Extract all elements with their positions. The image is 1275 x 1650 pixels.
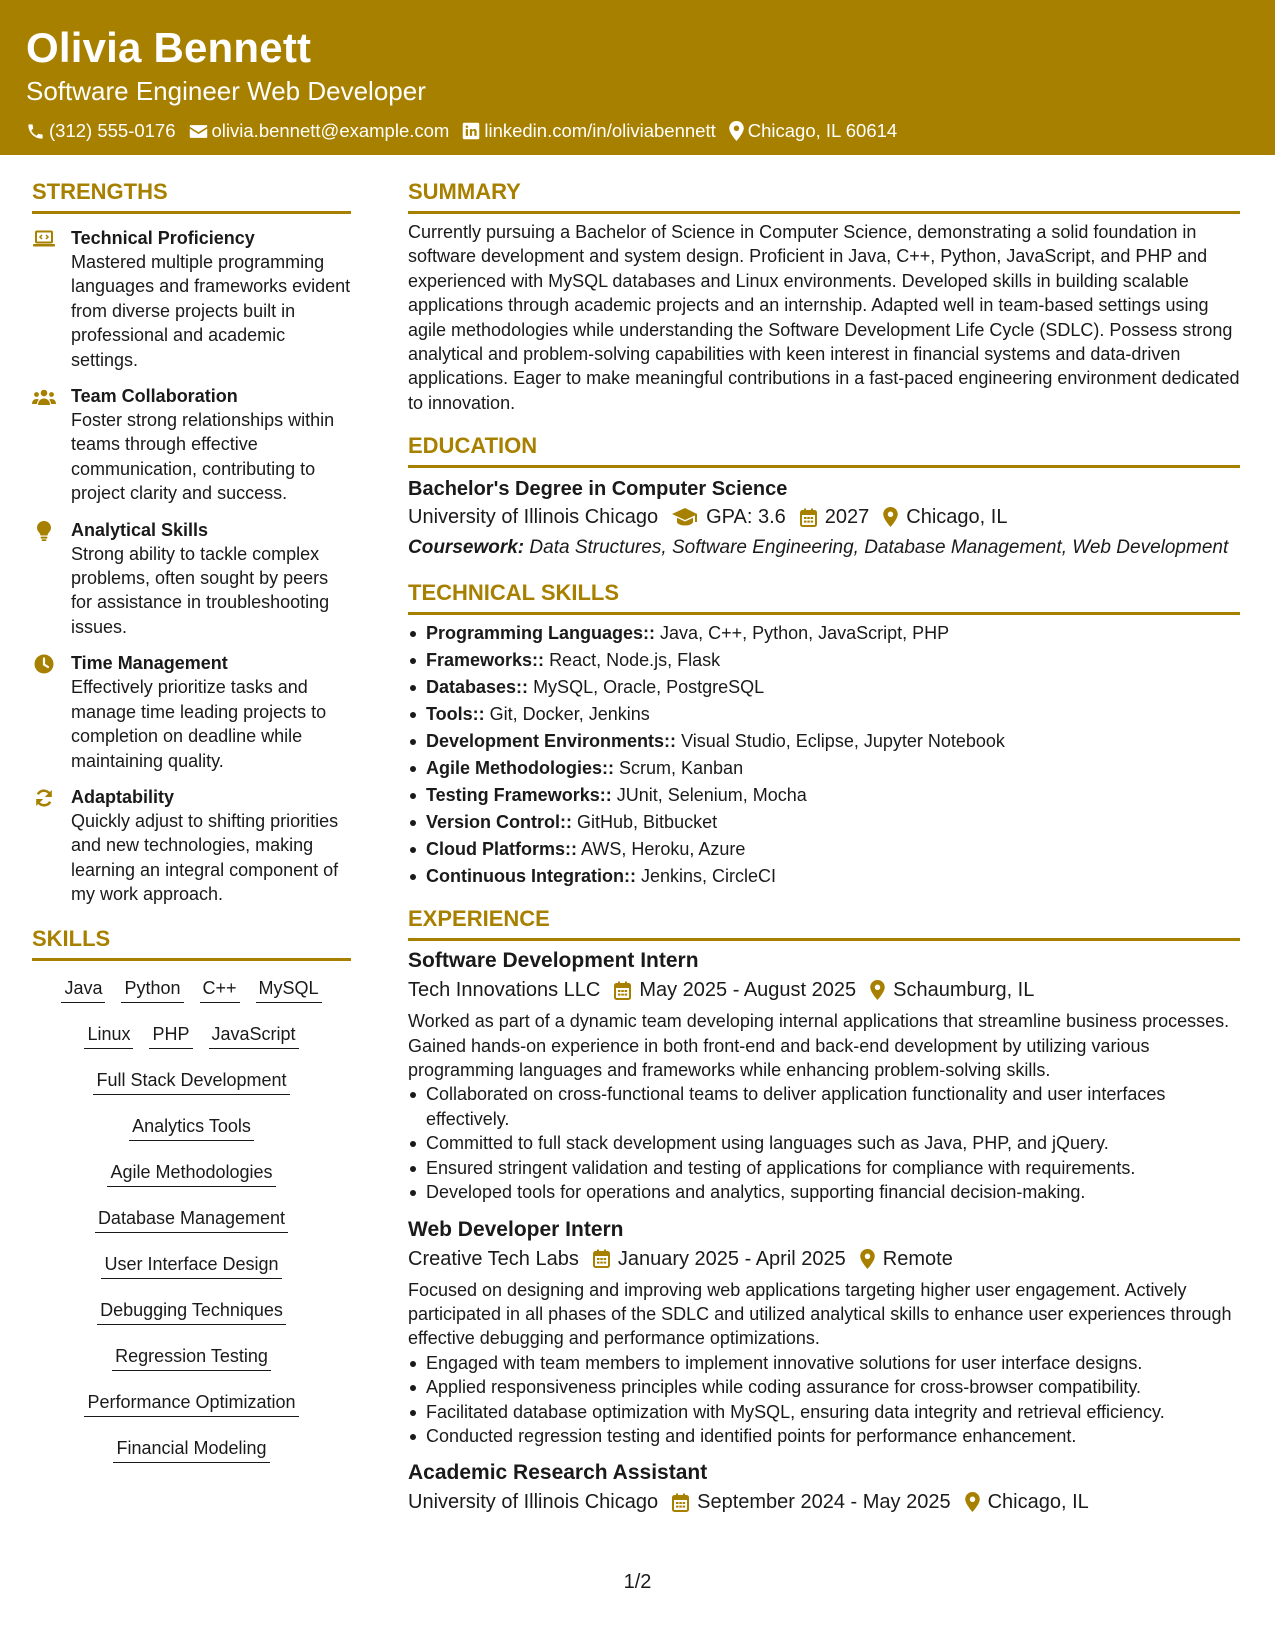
skill-tag: User Interface Design (101, 1253, 281, 1279)
technical-skills-section (408, 578, 1240, 890)
phone-icon (26, 122, 45, 141)
skill-tag: Analytics Tools (129, 1115, 254, 1141)
skill-tag: Database Management (95, 1207, 288, 1233)
strength-item (32, 384, 351, 506)
strength-description: Foster strong relationships within teams through effective communication, contributing to project clarity and success. (71, 410, 335, 504)
job-dates: May 2025 - August 2025 (639, 979, 857, 1002)
skill-category: Cloud Platforms:: (426, 839, 577, 860)
gpa-text: GPA: 3.6 (706, 506, 786, 529)
map-marker-icon (883, 507, 898, 527)
lightbulb-icon (32, 520, 56, 542)
list-item (408, 701, 1240, 728)
strength-item (32, 651, 351, 773)
job-meta (408, 1244, 1240, 1274)
strength-item (32, 226, 351, 372)
email-text: olivia.bennett@example.com (211, 120, 450, 141)
resume-header (0, 0, 1275, 155)
coursework-list: Data Structures, Software Engineering, Database Management, Web Development (529, 537, 1229, 559)
envelope-icon (189, 123, 208, 140)
section-divider (32, 211, 351, 214)
graduation-year: 2027 (824, 506, 870, 529)
skill-tag: Python (121, 977, 183, 1003)
strength-item (32, 785, 351, 907)
list-item (408, 620, 1240, 647)
calendar-icon (672, 1493, 689, 1512)
strength-title: Analytical Skills (71, 519, 209, 540)
list-item: Developed tools for operations and analytics, supporting financial decision-making. (408, 1180, 1240, 1204)
skills-heading: SKILLS (32, 925, 111, 951)
list-item: Conducted regression testing and identified points for performance enhancement. (408, 1424, 1240, 1448)
section-divider (408, 938, 1240, 941)
contact-location (729, 119, 897, 143)
skill-tag: Full Stack Development (93, 1069, 289, 1095)
education-meta (408, 502, 1240, 532)
job-title: Software Development Intern (408, 949, 699, 973)
list-item (408, 674, 1240, 701)
skill-values: Java, C++, Python, JavaScript, PHP (660, 623, 950, 644)
skill-category: Development Environments:: (426, 731, 677, 752)
strength-description: Quickly adjust to shifting priorities and new technologies, making learning an integral component of my work approach. (71, 810, 339, 905)
coursework-label: Coursework: (408, 537, 525, 559)
skill-category: Agile Methodologies:: (426, 758, 614, 779)
skill-tag: Java (61, 977, 105, 1003)
skill-tag: Linux (84, 1023, 133, 1049)
list-item (408, 647, 1240, 674)
contact-phone[interactable] (26, 119, 176, 143)
skill-values: JUnit, Selenium, Mocha (616, 785, 807, 806)
skill-category: Tools:: (426, 704, 485, 725)
education-heading: EDUCATION (408, 433, 538, 459)
laptop-code-icon (32, 228, 56, 250)
school-name: University of Illinois Chicago (408, 506, 659, 529)
strength-description: Strong ability to tackle complex problems, often sought by peers for assistance in troubleshooting issues. (71, 543, 330, 637)
job-location: Schaumburg, IL (893, 979, 1035, 1002)
skill-tag: PHP (149, 1023, 192, 1049)
skill-values: Git, Docker, Jenkins (489, 704, 650, 725)
summary-section (408, 177, 1240, 415)
summary-heading: SUMMARY (408, 179, 521, 204)
section-divider (32, 958, 351, 961)
experience-heading: EXPERIENCE (408, 906, 550, 932)
company-name: University of Illinois Chicago (408, 1491, 659, 1514)
list-item: Ensured stringent validation and testing of applications for compliance with requirements. (408, 1156, 1240, 1180)
strength-title: Adaptability (71, 786, 175, 807)
job-title: Academic Research Assistant (408, 1461, 708, 1485)
linkedin-text: linkedin.com/in/oliviabennett (484, 120, 716, 141)
skill-values: React, Node.js, Flask (549, 650, 721, 671)
map-marker-icon (965, 1492, 980, 1512)
sync-icon (32, 787, 56, 809)
map-marker-icon (870, 980, 885, 1000)
skill-category: Testing Frameworks:: (426, 785, 612, 806)
graduation-cap-icon (672, 508, 698, 526)
skill-tag: Agile Methodologies (107, 1161, 275, 1187)
list-item (408, 782, 1240, 809)
job-meta (408, 975, 1240, 1005)
list-item: Engaged with team members to implement innovative solutions for user interface designs. (408, 1351, 1240, 1375)
strength-description: Mastered multiple programming languages and frameworks evident from diverse projects built in professional and academic settings. (71, 252, 351, 370)
skill-values: MySQL, Oracle, PostgreSQL (533, 677, 765, 698)
calendar-icon (800, 508, 817, 527)
skill-tag: Financial Modeling (113, 1437, 269, 1463)
strength-item (32, 518, 351, 640)
skill-values: GitHub, Bitbucket (577, 812, 718, 833)
left-column (32, 177, 351, 1483)
list-item (408, 728, 1240, 755)
strength-title: Time Management (71, 653, 228, 674)
list-item: Facilitated database optimization with MySQL, ensuring data integrity and retrieval efficiency. (408, 1400, 1240, 1424)
job-entry (408, 1216, 1240, 1449)
degree-title: Bachelor's Degree in Computer Science (408, 478, 788, 501)
list-item: Collaborated on cross-functional teams to deliver application functionality and user interfaces effectively. (408, 1082, 1240, 1131)
job-description: Worked as part of a dynamic team developing internal applications that streamline business processes. Gained hands-on experience in both front-end and back-end development by utilizing various programming languages and frameworks while enhancing problem-solving skills. (408, 1011, 1230, 1081)
list-item (408, 809, 1240, 836)
phone-text: (312) 555-0176 (49, 120, 176, 141)
skill-values: Visual Studio, Eclipse, Jupyter Notebook (681, 731, 1005, 752)
strength-description: Effectively prioritize tasks and manage time leading projects to completion on deadline while maintaining quality. (71, 677, 327, 771)
strengths-section (32, 177, 351, 907)
skill-category: Frameworks:: (426, 650, 545, 671)
skill-tag: Regression Testing (112, 1345, 271, 1371)
users-icon (32, 386, 56, 408)
section-divider (408, 211, 1240, 214)
strength-title: Team Collaboration (71, 386, 238, 407)
job-location: Remote (882, 1247, 953, 1270)
skills-section (32, 924, 351, 1483)
location-text: Chicago, IL 60614 (747, 120, 898, 141)
skill-values: Jenkins, CircleCI (640, 866, 777, 887)
candidate-name: Olivia Bennett (26, 24, 312, 71)
right-column (408, 177, 1240, 1517)
section-divider (408, 465, 1240, 468)
coursework (408, 536, 1240, 560)
job-dates: January 2025 - April 2025 (617, 1247, 846, 1270)
technical-skills-list (408, 620, 1240, 890)
candidate-title: Software Engineer Web Developer (26, 76, 426, 106)
job-bullets (408, 1351, 1240, 1449)
strengths-heading: STRENGTHS (32, 179, 168, 204)
education-location: Chicago, IL (906, 506, 1008, 529)
linkedin-icon (462, 122, 480, 140)
list-item (408, 863, 1240, 890)
job-bullets (408, 1082, 1240, 1204)
calendar-icon (614, 981, 631, 1000)
skill-tag: Performance Optimization (84, 1391, 298, 1417)
education-section (408, 431, 1240, 560)
skill-category: Programming Languages:: (426, 623, 656, 644)
list-item: Applied responsiveness principles while coding assurance for cross-browser compatibility. (408, 1375, 1240, 1399)
skills-list (32, 977, 351, 1483)
contact-email[interactable] (189, 119, 450, 143)
skill-tag: JavaScript (209, 1023, 299, 1049)
job-dates: September 2024 - May 2025 (697, 1491, 951, 1514)
skill-values: Scrum, Kanban (619, 758, 744, 779)
experience-section (408, 904, 1240, 1517)
list-item: Committed to full stack development using languages such as Java, PHP, and jQuery. (408, 1131, 1240, 1155)
skill-tag: C++ (200, 977, 240, 1003)
company-name: Tech Innovations LLC (408, 979, 601, 1002)
contact-linkedin[interactable] (462, 119, 715, 143)
map-marker-icon (860, 1249, 875, 1269)
job-meta (408, 1487, 1240, 1517)
job-location: Chicago, IL (987, 1491, 1089, 1514)
section-divider (408, 612, 1240, 615)
list-item (408, 755, 1240, 782)
skill-values: AWS, Heroku, Azure (581, 839, 746, 860)
job-entry (408, 947, 1240, 1204)
map-marker-icon (729, 121, 744, 141)
skill-category: Continuous Integration:: (426, 866, 636, 887)
strength-title: Technical Proficiency (71, 228, 255, 248)
job-title: Web Developer Intern (408, 1217, 624, 1241)
clock-icon (32, 653, 56, 675)
calendar-icon (593, 1249, 610, 1268)
technical-skills-heading: TECHNICAL SKILLS (408, 580, 620, 606)
job-entry (408, 1459, 1240, 1517)
skill-category: Version Control:: (426, 812, 573, 833)
list-item (408, 836, 1240, 863)
contact-row (26, 119, 1249, 143)
skill-category: Databases:: (426, 677, 529, 698)
company-name: Creative Tech Labs (408, 1247, 579, 1270)
summary-text: Currently pursuing a Bachelor of Science in Computer Science, demonstrating a solid foundation in software development and system design. Proficient in Java, C++, Python, JavaScript, and PHP and experienced with MySQL databases and Linux environments. Developed skills in building scalable applications through academic projects and an internship. Adapted well in team-based settings using agile methodologies while understanding the Software Development Life Cycle (SDLC). Possess strong analytical and problem-solving capabilities with keen interest in financial systems and data-driven applications. Eager to make meaningful contributions in a fast-paced engineering environment dedicated to innovation. (408, 222, 1240, 413)
page-number: 1/2 (623, 1571, 652, 1593)
job-description: Focused on designing and improving web applications targeting higher user engagement. Actively participated in all phases of the SDLC and utilized analytical skills to enhance user experiences through effective debugging and performance optimizations. (408, 1279, 1232, 1349)
skill-tag: Debugging Techniques (97, 1299, 286, 1325)
skill-tag: MySQL (256, 977, 322, 1003)
